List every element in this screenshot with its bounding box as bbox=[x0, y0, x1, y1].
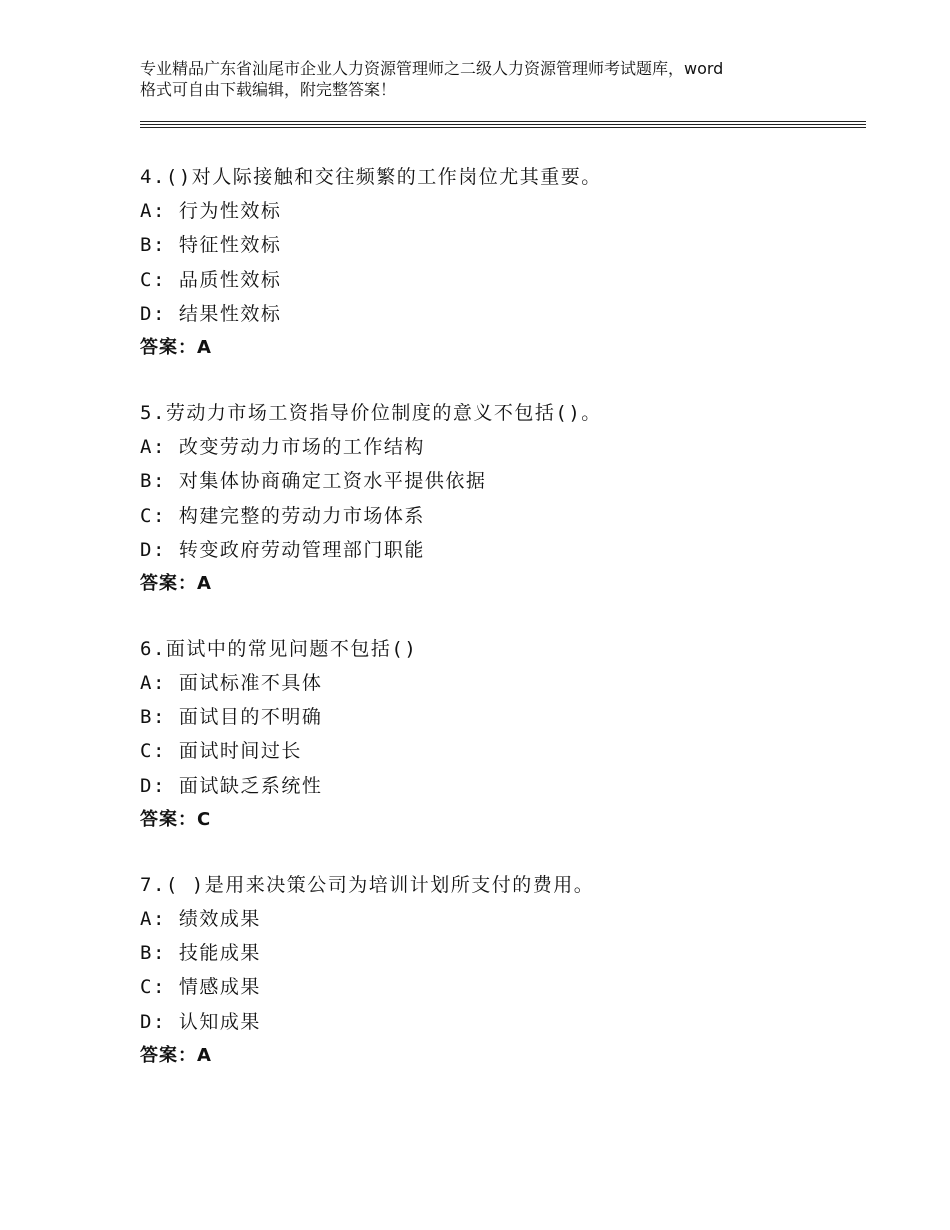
option-c: C: 面试时间过长 bbox=[140, 740, 302, 763]
header-line-1: 专业精品广东省汕尾市企业人力资源管理师之二级人力资源管理师考试题库，word bbox=[140, 59, 724, 78]
option-b: B: 特征性效标 bbox=[140, 234, 282, 257]
option-c: C: 构建完整的劳动力市场体系 bbox=[140, 504, 425, 527]
option-b: B: 面试目的不明确 bbox=[140, 706, 323, 729]
question-4 bbox=[140, 160, 860, 365]
option-d: D: 转变政府劳动管理部门职能 bbox=[140, 538, 425, 561]
header-line-2: 格式可自由下载编辑，附完整答案！ bbox=[140, 80, 397, 99]
question-5 bbox=[140, 396, 860, 601]
question-stem: 6.面试中的常见问题不包括() bbox=[140, 637, 418, 660]
header-divider-bottom bbox=[140, 127, 866, 128]
option-d: D: 结果性效标 bbox=[140, 302, 282, 325]
option-c: C: 品质性效标 bbox=[140, 268, 282, 291]
question-stem: 4.()对人际接触和交往频繁的工作岗位尤其重要。 bbox=[140, 166, 602, 188]
option-a: A: 面试标准不具体 bbox=[140, 672, 323, 695]
document-header bbox=[140, 58, 840, 100]
header-divider-middle bbox=[140, 124, 866, 125]
question-6 bbox=[140, 632, 860, 837]
option-a: A: 改变劳动力市场的工作结构 bbox=[140, 436, 425, 459]
option-a: A: 绩效成果 bbox=[140, 908, 261, 930]
question-stem: 5.劳动力市场工资指导价位制度的意义不包括()。 bbox=[140, 401, 602, 424]
option-d: D: 面试缺乏系统性 bbox=[140, 774, 323, 797]
answer-label: 答案：C bbox=[140, 808, 212, 830]
option-b: B: 对集体协商确定工资水平提供依据 bbox=[140, 470, 487, 493]
question-stem: 7.( )是用来决策公司为培训计划所支付的费用。 bbox=[140, 873, 595, 896]
header-divider-top bbox=[140, 121, 866, 122]
answer-label: 答案：A bbox=[140, 572, 212, 594]
answer-label: 答案：A bbox=[140, 336, 212, 358]
option-c: C: 情感成果 bbox=[140, 976, 261, 999]
question-list bbox=[140, 160, 860, 1104]
answer-label: 答案：A bbox=[140, 1044, 212, 1066]
option-a: A: 行为性效标 bbox=[140, 200, 282, 223]
option-d: D: 认知成果 bbox=[140, 1010, 261, 1033]
option-b: B: 技能成果 bbox=[140, 942, 261, 965]
question-7 bbox=[140, 868, 860, 1073]
